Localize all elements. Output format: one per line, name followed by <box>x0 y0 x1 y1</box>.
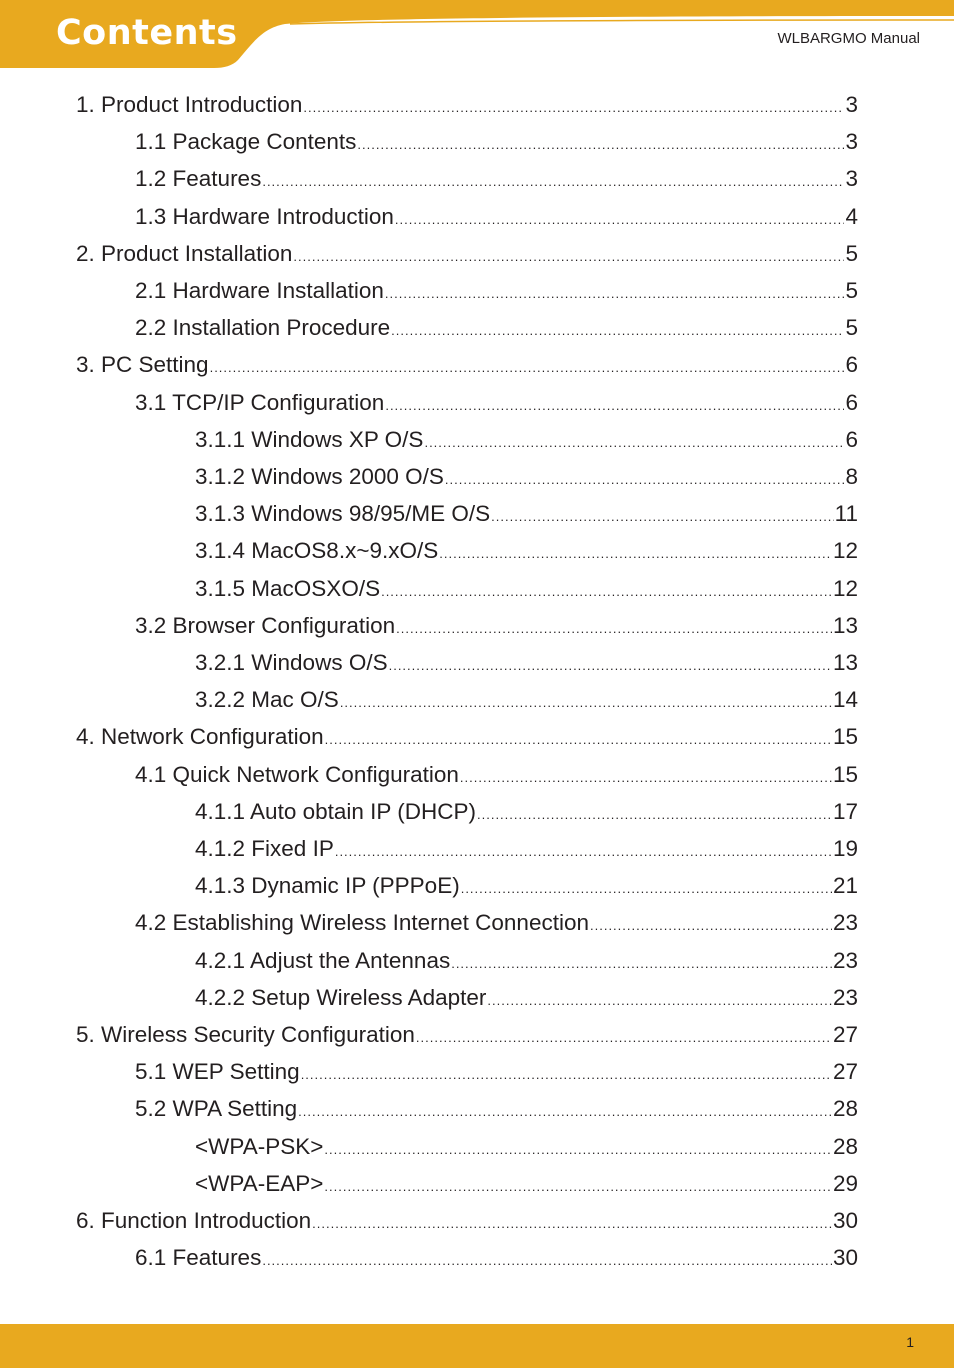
toc-entry-page: 6 <box>845 426 858 452</box>
toc-entry-label: 4.1.2 Fixed IP <box>195 836 334 861</box>
page-footer <box>0 1324 954 1368</box>
dot-leader <box>385 275 845 312</box>
toc-entry[interactable] <box>135 1053 858 1090</box>
toc-entry[interactable] <box>76 718 858 755</box>
toc-entry-label: 4. Network Configuration <box>76 724 324 750</box>
toc-entry-page: 3 <box>845 92 858 117</box>
toc-entry-label: 3.2 Browser Configuration <box>135 612 396 638</box>
dot-leader <box>381 573 832 610</box>
toc-entry-page: 28 <box>832 1133 858 1159</box>
toc-entry[interactable] <box>135 607 858 644</box>
dot-leader <box>491 498 834 535</box>
toc-entry-label: 1.1 Package Contents <box>135 129 357 155</box>
toc-entry[interactable] <box>195 942 858 979</box>
toc-entry-page: 11 <box>834 501 858 527</box>
dot-leader <box>262 163 844 200</box>
toc-entry-label: 1.3 Hardware Introduction <box>135 203 394 229</box>
toc-entry[interactable] <box>135 756 858 793</box>
toc-entry-label: 3.1 TCP/IP Configuration <box>135 389 385 415</box>
dot-leader <box>325 721 832 758</box>
dot-leader <box>460 759 832 796</box>
toc-entry-label: 3. PC Setting <box>76 352 209 378</box>
toc-entry-page: 29 <box>832 1170 858 1196</box>
toc-entry[interactable] <box>195 421 858 458</box>
dot-leader <box>389 647 832 684</box>
dot-leader <box>461 870 832 907</box>
toc-entry-label: 4.2.1 Adjust the Antennas <box>195 947 451 973</box>
toc-entry[interactable] <box>195 793 858 830</box>
dot-leader <box>391 312 844 349</box>
toc-entry-page: 4 <box>845 203 858 229</box>
dot-leader <box>298 1093 832 1130</box>
toc-entry-label: 3.1.1 Windows XP O/S <box>195 426 424 452</box>
toc-entry[interactable] <box>76 86 858 123</box>
toc-entry-page: 30 <box>832 1245 858 1271</box>
toc-entry-page: 6 <box>845 389 858 415</box>
page-header <box>0 0 954 70</box>
toc-entry[interactable] <box>135 309 858 346</box>
toc-entry-label: 6.1 Features <box>135 1245 262 1271</box>
toc-entry-page: 30 <box>832 1208 858 1233</box>
toc-entry-page: 17 <box>832 798 858 824</box>
dot-leader <box>335 833 832 870</box>
toc-entry[interactable] <box>76 1202 858 1239</box>
toc-entry[interactable] <box>195 532 858 569</box>
dot-leader <box>424 424 844 461</box>
toc-entry-label: 3.1.4 MacOS8.x~9.xO/S <box>195 538 439 564</box>
dot-leader <box>445 461 845 498</box>
toc-entry-page: 5 <box>845 278 858 303</box>
toc-entry[interactable] <box>135 272 858 309</box>
toc-entry-label: 2.1 Hardware Installation <box>135 278 384 303</box>
toc-entry-label: <WPA-PSK> <box>195 1133 324 1159</box>
toc-entry-label: <WPA-EAP> <box>195 1170 324 1196</box>
dot-leader <box>303 89 844 126</box>
dot-leader <box>477 796 832 833</box>
dot-leader <box>340 684 832 721</box>
dot-leader <box>301 1056 832 1093</box>
toc-entry-page: 28 <box>832 1096 858 1122</box>
toc-entry-page: 19 <box>832 836 858 861</box>
toc-entry[interactable] <box>195 570 858 607</box>
toc-entry[interactable] <box>135 123 858 160</box>
toc-entry[interactable] <box>195 1165 858 1202</box>
toc-entry-page: 23 <box>832 947 858 973</box>
toc-entry[interactable] <box>195 867 858 904</box>
toc-entry-label: 2. Product Installation <box>76 240 293 266</box>
page-title: Contents <box>56 13 238 53</box>
toc-entry[interactable] <box>135 1090 858 1127</box>
toc-entry[interactable] <box>195 681 858 718</box>
toc-entry-page: 6 <box>845 352 858 378</box>
toc-entry-page: 23 <box>832 984 858 1010</box>
toc-entry-page: 15 <box>832 761 858 787</box>
toc-entry[interactable] <box>195 458 858 495</box>
toc-entry-page: 27 <box>832 1022 858 1047</box>
dot-leader <box>396 610 832 647</box>
toc-entry-label: 4.1.3 Dynamic IP (PPPoE) <box>195 873 460 899</box>
toc-entry-page: 12 <box>832 575 858 601</box>
toc-entry[interactable] <box>195 495 858 532</box>
toc-entry-label: 5.1 WEP Setting <box>135 1059 300 1085</box>
dot-leader <box>357 126 844 163</box>
toc-entry[interactable] <box>135 904 858 941</box>
toc-entry-label: 3.1.3 Windows 98/95/ME O/S <box>195 501 491 527</box>
toc-entry[interactable] <box>135 198 858 235</box>
toc-entry-page: 27 <box>832 1059 858 1085</box>
manual-name: WLBARGMO Manual <box>777 30 920 47</box>
dot-leader <box>439 535 832 572</box>
toc-entry-page: 14 <box>832 687 858 713</box>
toc-entry-label: 3.1.2 Windows 2000 O/S <box>195 464 444 489</box>
toc-entry-page: 23 <box>832 910 858 936</box>
toc-entry[interactable] <box>76 235 858 272</box>
toc-entry-page: 5 <box>845 240 858 266</box>
dot-leader <box>312 1205 832 1242</box>
dot-leader <box>451 945 832 982</box>
toc-entry-label: 1.2 Features <box>135 166 262 192</box>
toc-entry[interactable] <box>135 384 858 421</box>
toc-entry-label: 4.2 Establishing Wireless Internet Connection <box>135 910 589 936</box>
dot-leader <box>487 982 832 1019</box>
toc-entry-label: 4.2.2 Setup Wireless Adapter <box>195 984 487 1010</box>
toc-entry-page: 8 <box>845 464 858 489</box>
dot-leader <box>293 238 844 275</box>
dot-leader <box>395 201 845 238</box>
toc-entry-label: 2.2 Installation Procedure <box>135 315 391 341</box>
toc-entry[interactable] <box>76 1016 858 1053</box>
toc-entry-label: 3.2.1 Windows O/S <box>195 650 388 675</box>
toc-entry[interactable] <box>195 1128 858 1165</box>
dot-leader <box>262 1242 832 1279</box>
toc-entry-page: 13 <box>832 650 858 675</box>
toc-entry-label: 3.1.5 MacOSXO/S <box>195 575 381 601</box>
toc-entry[interactable] <box>135 1239 858 1276</box>
toc-entry[interactable] <box>76 346 858 383</box>
dot-leader <box>590 907 832 944</box>
toc-entry-page: 3 <box>845 166 858 192</box>
toc-entry-label: 4.1.1 Auto obtain IP (DHCP) <box>195 798 476 824</box>
toc-entry-label: 5. Wireless Security Configuration <box>76 1022 415 1047</box>
toc-entry[interactable] <box>195 830 858 867</box>
toc-entry-page: 13 <box>832 612 858 638</box>
toc-entry-page: 21 <box>832 873 858 899</box>
toc-entry-page: 5 <box>845 315 858 341</box>
toc-entry[interactable] <box>195 979 858 1016</box>
page-number: 1 <box>906 1334 914 1350</box>
toc-entry-page: 3 <box>845 129 858 155</box>
toc-entry-page: 15 <box>832 724 858 750</box>
toc-entry[interactable] <box>135 160 858 197</box>
toc-entry-label: 3.2.2 Mac O/S <box>195 687 339 713</box>
toc-entry-label: 4.1 Quick Network Configuration <box>135 761 459 787</box>
dot-leader <box>416 1019 832 1056</box>
dot-leader <box>324 1131 832 1168</box>
toc-entry-page: 12 <box>832 538 858 564</box>
dot-leader <box>210 349 845 386</box>
toc-entry-label: 5.2 WPA Setting <box>135 1096 298 1122</box>
toc-entry-label: 6. Function Introduction <box>76 1208 312 1233</box>
toc-entry-label: 1. Product Introduction <box>76 92 303 117</box>
dot-leader <box>324 1168 832 1205</box>
dot-leader <box>385 387 844 424</box>
toc-entry[interactable] <box>195 644 858 681</box>
